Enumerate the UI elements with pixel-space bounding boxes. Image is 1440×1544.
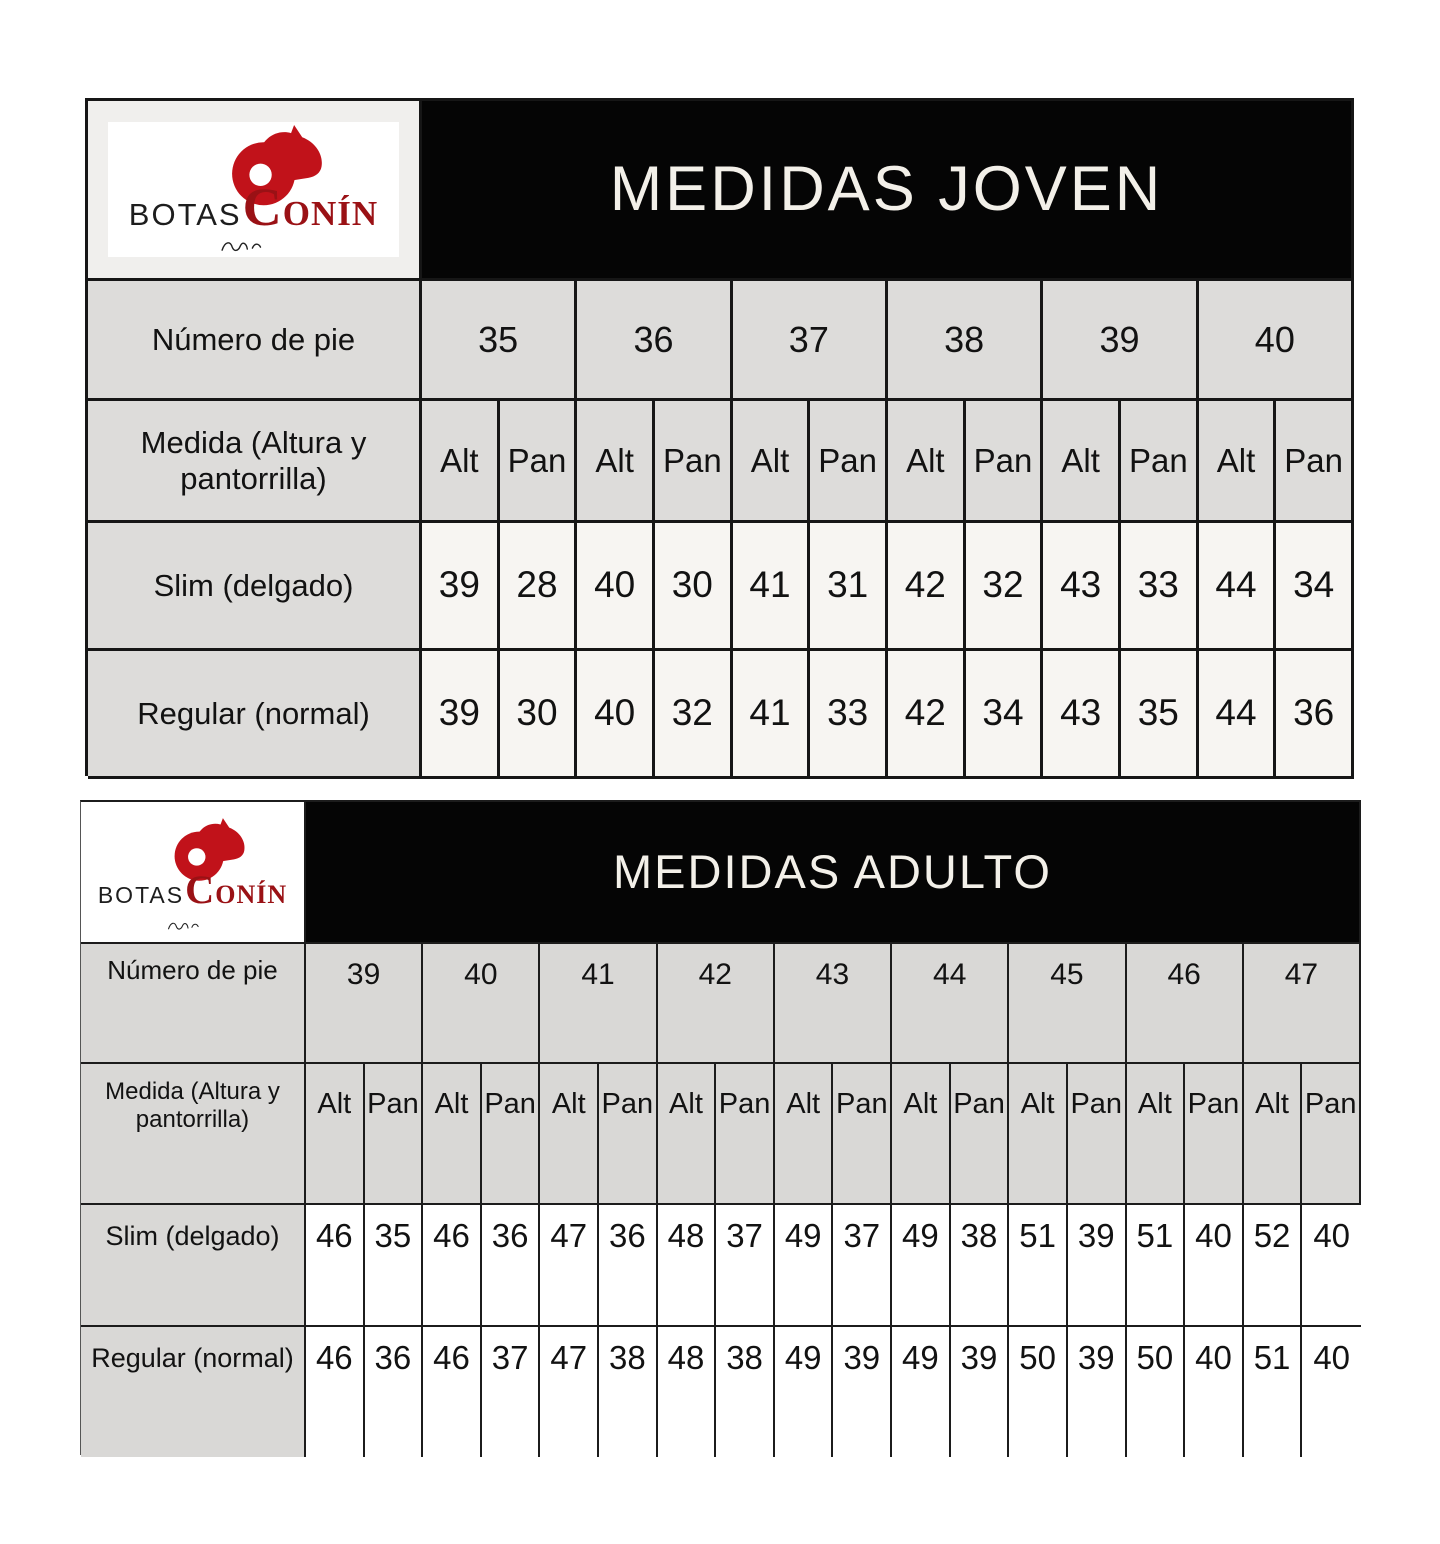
slim-pan-value: 36 bbox=[482, 1205, 541, 1327]
regular-pan-value: 37 bbox=[482, 1327, 541, 1457]
size-header-cell: 40 bbox=[423, 944, 540, 1064]
pan-header-cell: Pan bbox=[716, 1064, 775, 1205]
regular-pan-value: 32 bbox=[655, 651, 733, 779]
size-header-cell: 47 bbox=[1244, 944, 1361, 1064]
pan-header-cell: Pan bbox=[810, 401, 888, 523]
size-header-cell: 35 bbox=[422, 281, 577, 401]
row-label-slim: Slim (delgado) bbox=[81, 1205, 306, 1327]
botas-conin-logo bbox=[108, 122, 399, 257]
alt-header-cell: Alt bbox=[1009, 1064, 1068, 1205]
slim-alt-value: 39 bbox=[422, 523, 500, 651]
regular-pan-value: 38 bbox=[716, 1327, 775, 1457]
regular-pan-value: 33 bbox=[810, 651, 888, 779]
alt-header-cell: Alt bbox=[422, 401, 500, 523]
slim-alt-value: 43 bbox=[1043, 523, 1121, 651]
pan-header-cell: Pan bbox=[482, 1064, 541, 1205]
alt-header-cell: Alt bbox=[888, 401, 966, 523]
row-label-measure: Medida (Altura y pantorrilla) bbox=[81, 1064, 306, 1205]
slim-alt-value: 46 bbox=[306, 1205, 365, 1327]
logo-cell bbox=[81, 802, 306, 944]
botas-conin-logo bbox=[85, 808, 299, 937]
alt-header-cell: Alt bbox=[658, 1064, 717, 1205]
brand-wordmark bbox=[85, 867, 299, 913]
row-label-sizes: Número de pie bbox=[88, 281, 422, 401]
slim-alt-value: 52 bbox=[1244, 1205, 1303, 1327]
pan-header-cell: Pan bbox=[1276, 401, 1354, 523]
size-header-cell: 45 bbox=[1009, 944, 1126, 1064]
slim-pan-value: 37 bbox=[716, 1205, 775, 1327]
pan-header-cell: Pan bbox=[1121, 401, 1199, 523]
slim-pan-value: 40 bbox=[1302, 1205, 1361, 1327]
alt-header-cell: Alt bbox=[1127, 1064, 1186, 1205]
regular-pan-value: 40 bbox=[1302, 1327, 1361, 1457]
size-table-adulto bbox=[80, 800, 1361, 1455]
table-title-adulto: MEDIDAS ADULTO bbox=[306, 802, 1361, 944]
pan-header-cell: Pan bbox=[951, 1064, 1010, 1205]
slim-pan-value: 30 bbox=[655, 523, 733, 651]
regular-pan-value: 40 bbox=[1185, 1327, 1244, 1457]
regular-pan-value: 38 bbox=[599, 1327, 658, 1457]
pan-header-cell: Pan bbox=[1185, 1064, 1244, 1205]
alt-header-cell: Alt bbox=[540, 1064, 599, 1205]
regular-alt-value: 41 bbox=[733, 651, 811, 779]
alt-header-cell: Alt bbox=[892, 1064, 951, 1205]
regular-pan-value: 34 bbox=[966, 651, 1044, 779]
brand-wordmark bbox=[108, 176, 399, 238]
brand-word-botas: BOTAS bbox=[128, 196, 242, 232]
row-label-sizes: Número de pie bbox=[81, 944, 306, 1064]
row-label-regular: Regular (normal) bbox=[81, 1327, 306, 1457]
slim-pan-value: 38 bbox=[951, 1205, 1010, 1327]
alt-header-cell: Alt bbox=[423, 1064, 482, 1205]
pan-header-cell: Pan bbox=[833, 1064, 892, 1205]
regular-pan-value: 36 bbox=[1276, 651, 1354, 779]
regular-alt-value: 46 bbox=[423, 1327, 482, 1457]
alt-header-cell: Alt bbox=[733, 401, 811, 523]
alt-header-cell: Alt bbox=[1244, 1064, 1303, 1205]
brand-word-botas: BOTAS bbox=[97, 881, 185, 908]
size-header-cell: 37 bbox=[733, 281, 888, 401]
regular-alt-value: 50 bbox=[1009, 1327, 1068, 1457]
pan-header-cell: Pan bbox=[599, 1064, 658, 1205]
slim-alt-value: 47 bbox=[540, 1205, 599, 1327]
slim-pan-value: 35 bbox=[365, 1205, 424, 1327]
brand-word-conin: CONÍN bbox=[242, 176, 379, 237]
row-label-regular: Regular (normal) bbox=[88, 651, 422, 779]
slim-alt-value: 42 bbox=[888, 523, 966, 651]
regular-pan-value: 30 bbox=[500, 651, 578, 779]
pan-header-cell: Pan bbox=[655, 401, 733, 523]
slim-alt-value: 41 bbox=[733, 523, 811, 651]
alt-header-cell: Alt bbox=[775, 1064, 834, 1205]
size-header-cell: 39 bbox=[306, 944, 423, 1064]
regular-pan-value: 35 bbox=[1121, 651, 1199, 779]
alt-header-cell: Alt bbox=[577, 401, 655, 523]
regular-alt-value: 48 bbox=[658, 1327, 717, 1457]
regular-pan-value: 36 bbox=[365, 1327, 424, 1457]
signature-squiggle-icon bbox=[167, 918, 201, 933]
slim-alt-value: 51 bbox=[1127, 1205, 1186, 1327]
slim-alt-value: 49 bbox=[775, 1205, 834, 1327]
regular-alt-value: 50 bbox=[1127, 1327, 1186, 1457]
regular-pan-value: 39 bbox=[951, 1327, 1010, 1457]
size-table-joven bbox=[85, 98, 1354, 776]
slim-alt-value: 48 bbox=[658, 1205, 717, 1327]
regular-alt-value: 43 bbox=[1043, 651, 1121, 779]
regular-pan-value: 39 bbox=[833, 1327, 892, 1457]
size-header-cell: 44 bbox=[892, 944, 1009, 1064]
slim-pan-value: 37 bbox=[833, 1205, 892, 1327]
size-header-cell: 42 bbox=[658, 944, 775, 1064]
size-header-cell: 43 bbox=[775, 944, 892, 1064]
logo-cell bbox=[88, 101, 422, 281]
regular-alt-value: 51 bbox=[1244, 1327, 1303, 1457]
row-label-measure: Medida (Altura y pantorrilla) bbox=[88, 401, 422, 523]
pan-header-cell: Pan bbox=[365, 1064, 424, 1205]
size-header-cell: 36 bbox=[577, 281, 732, 401]
regular-alt-value: 42 bbox=[888, 651, 966, 779]
slim-pan-value: 33 bbox=[1121, 523, 1199, 651]
slim-alt-value: 40 bbox=[577, 523, 655, 651]
regular-alt-value: 49 bbox=[775, 1327, 834, 1457]
regular-alt-value: 47 bbox=[540, 1327, 599, 1457]
slim-pan-value: 40 bbox=[1185, 1205, 1244, 1327]
signature-squiggle-icon bbox=[219, 238, 266, 254]
slim-pan-value: 36 bbox=[599, 1205, 658, 1327]
row-label-slim: Slim (delgado) bbox=[88, 523, 422, 651]
regular-pan-value: 39 bbox=[1068, 1327, 1127, 1457]
regular-alt-value: 46 bbox=[306, 1327, 365, 1457]
size-header-cell: 40 bbox=[1199, 281, 1354, 401]
regular-alt-value: 40 bbox=[577, 651, 655, 779]
size-header-cell: 39 bbox=[1043, 281, 1198, 401]
size-header-cell: 41 bbox=[540, 944, 657, 1064]
size-header-cell: 38 bbox=[888, 281, 1043, 401]
regular-alt-value: 44 bbox=[1199, 651, 1277, 779]
brand-word-conin: CONÍN bbox=[185, 866, 288, 912]
slim-alt-value: 51 bbox=[1009, 1205, 1068, 1327]
pan-header-cell: Pan bbox=[500, 401, 578, 523]
size-header-cell: 46 bbox=[1127, 944, 1244, 1064]
pan-header-cell: Pan bbox=[1302, 1064, 1361, 1205]
pan-header-cell: Pan bbox=[1068, 1064, 1127, 1205]
pan-header-cell: Pan bbox=[966, 401, 1044, 523]
regular-alt-value: 49 bbox=[892, 1327, 951, 1457]
alt-header-cell: Alt bbox=[1043, 401, 1121, 523]
alt-header-cell: Alt bbox=[306, 1064, 365, 1205]
slim-pan-value: 31 bbox=[810, 523, 888, 651]
slim-pan-value: 32 bbox=[966, 523, 1044, 651]
slim-alt-value: 49 bbox=[892, 1205, 951, 1327]
slim-pan-value: 39 bbox=[1068, 1205, 1127, 1327]
table-title-joven: MEDIDAS JOVEN bbox=[422, 101, 1354, 281]
slim-pan-value: 28 bbox=[500, 523, 578, 651]
slim-alt-value: 44 bbox=[1199, 523, 1277, 651]
regular-alt-value: 39 bbox=[422, 651, 500, 779]
alt-header-cell: Alt bbox=[1199, 401, 1277, 523]
slim-pan-value: 34 bbox=[1276, 523, 1354, 651]
slim-alt-value: 46 bbox=[423, 1205, 482, 1327]
